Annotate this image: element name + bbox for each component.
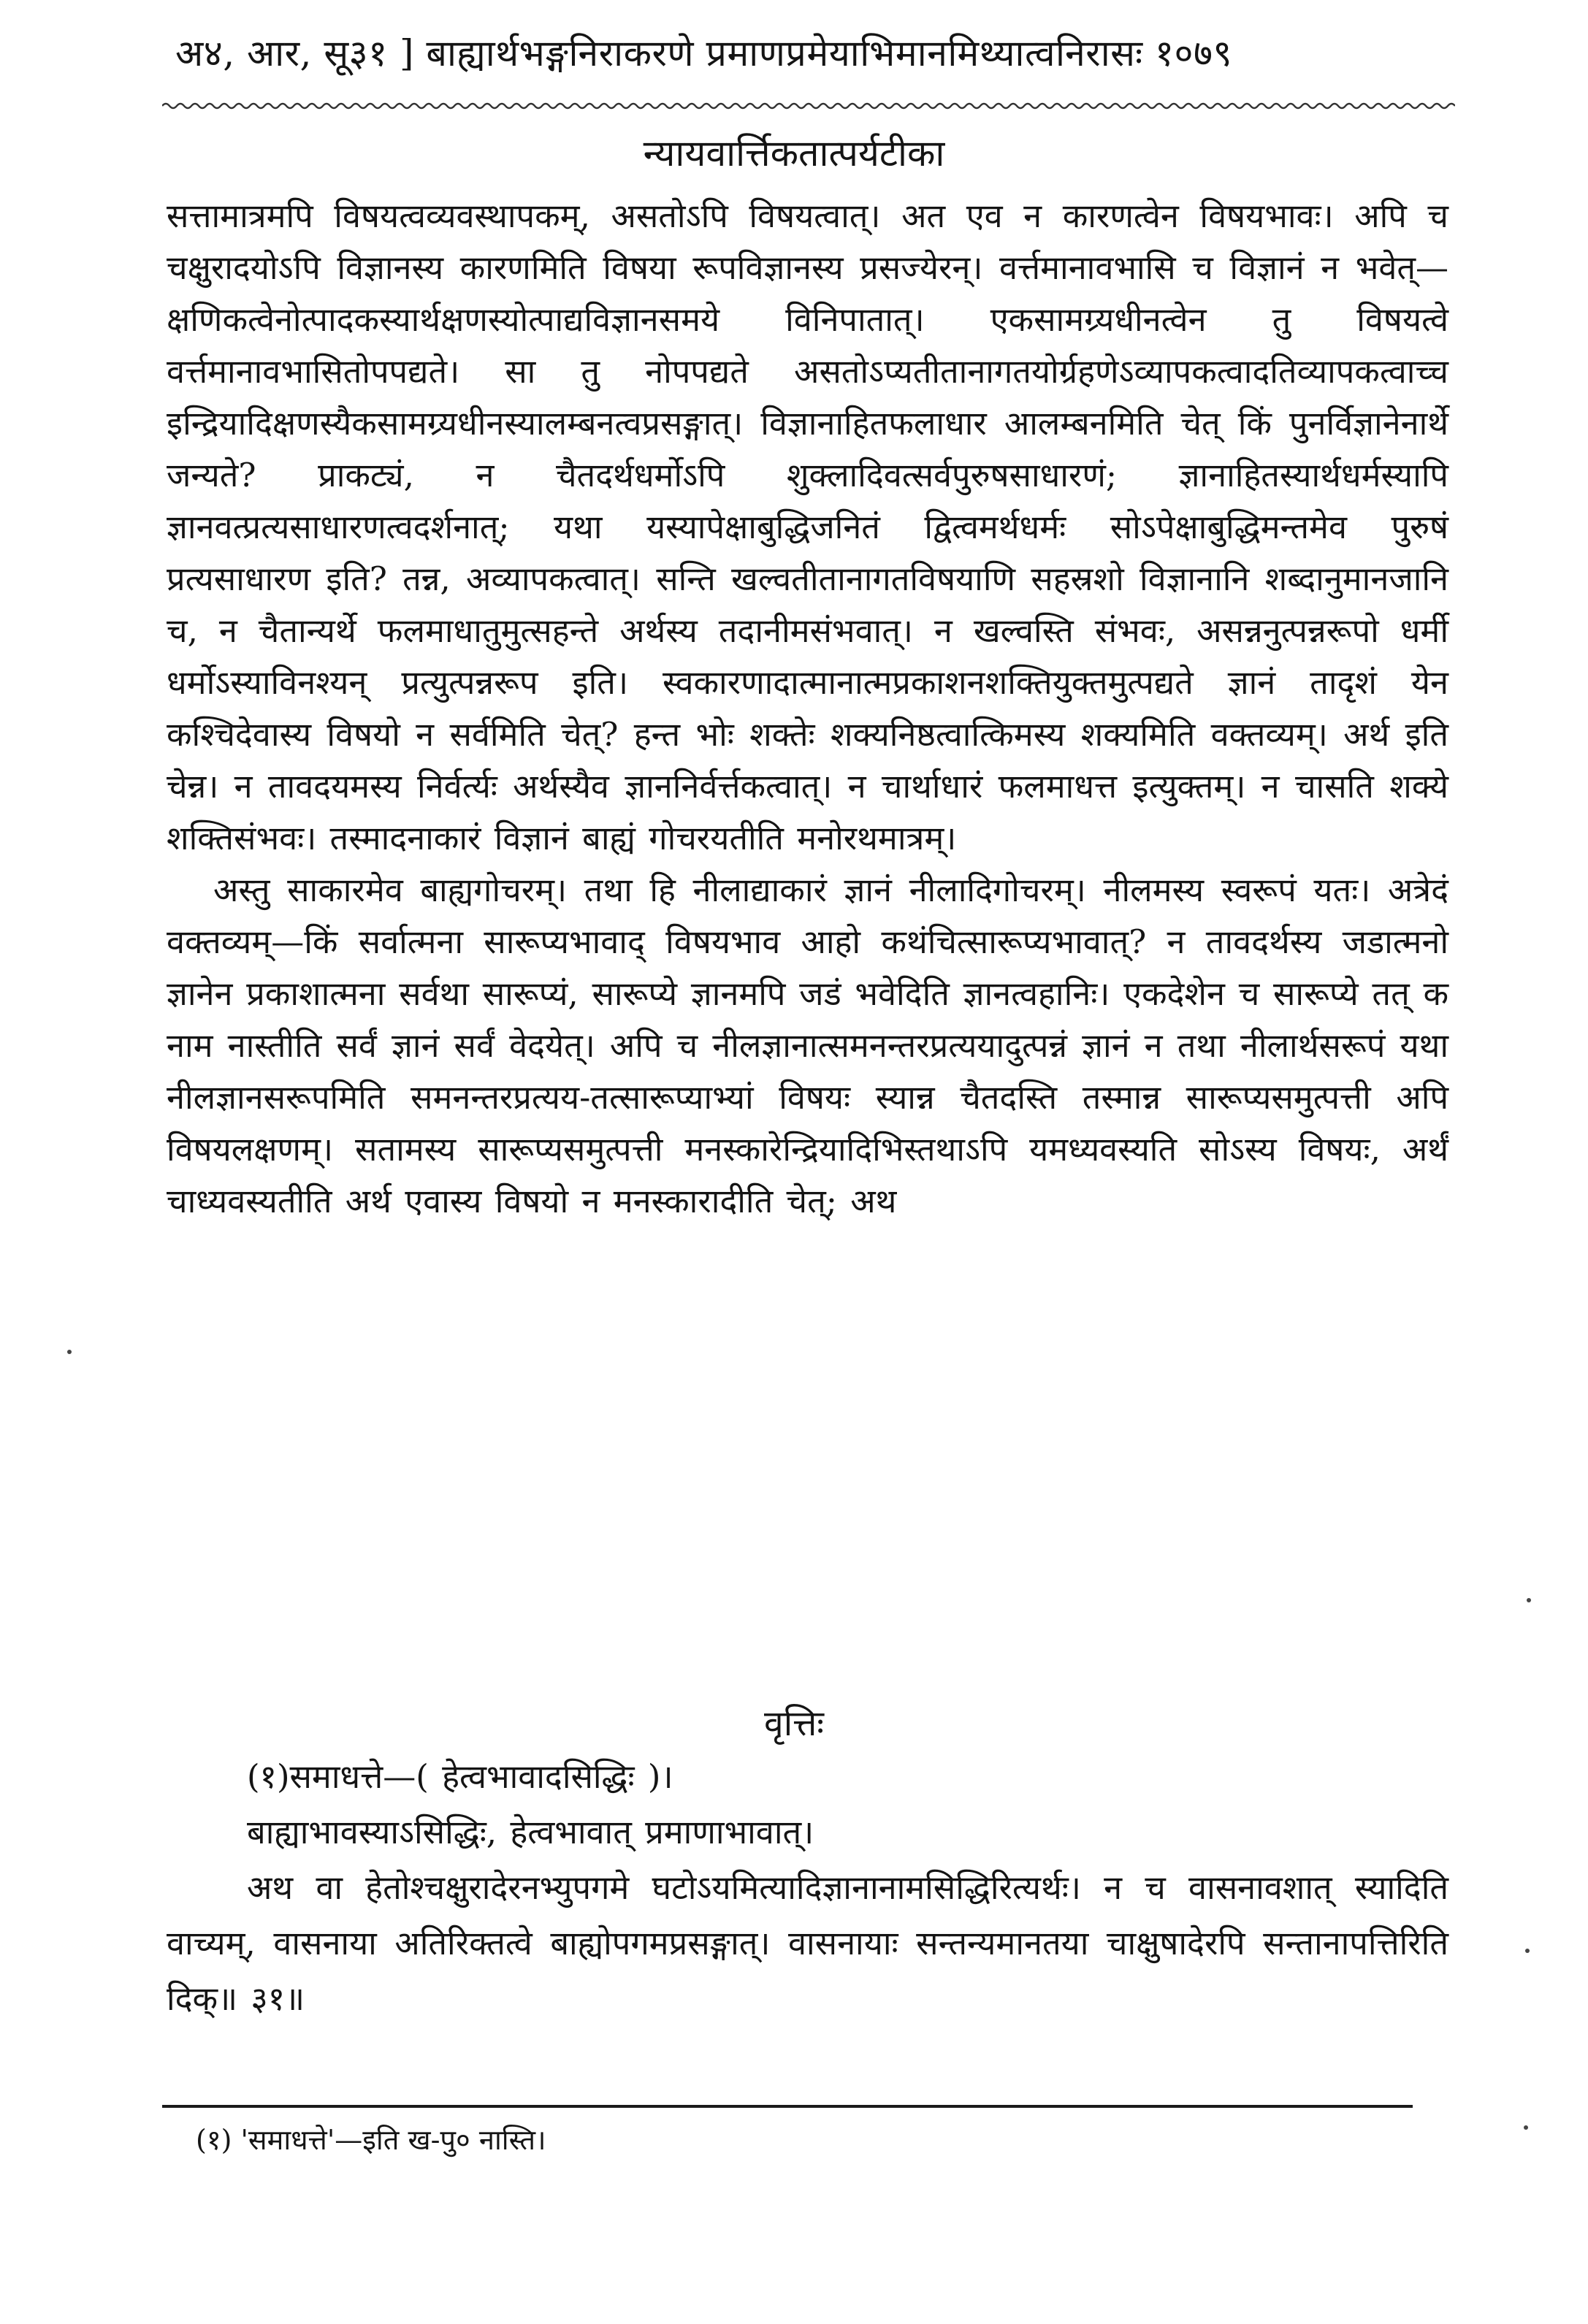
scan-speck <box>67 1350 72 1354</box>
section-title: न्यायवार्त्तिकतात्पर्यटीका <box>643 132 945 175</box>
wavy-rule-divider <box>162 99 1455 113</box>
footnote-rule <box>162 2105 1413 2108</box>
scan-speck <box>1525 1949 1530 1953</box>
commentary-body <box>167 190 1448 1227</box>
vritti-paragraph: बाह्याभावस्याऽसिद्धिः, हेत्वभावात् प्रमाणाभावात्। <box>247 1813 814 1851</box>
vritti-paragraph: अथ वा हेतोश्चक्षुरादेरनभ्युपगमे घटोऽयमित्यादिज्ञानानामसिद्धिरित्यर्थः। न च वासनावशात् स्यादिति वाच्यम्, वासनाया अतिरिक्तत्वे बाह्योपगमप्रसङ्गात्। वासनायाः सन्तन्यमानतया चाक्षुषादेरपि सन्तानापत्तिरिति दिक्॥ ३१॥ <box>167 1868 1448 2018</box>
footnote: (१) 'समाधत्ते'—इति ख-पु० नास्ति। <box>196 2124 546 2156</box>
vritti-body <box>167 1749 1448 2027</box>
commentary-paragraph: अस्तु साकारमेव बाह्यगोचरम्। तथा हि नीलाद्याकारं ज्ञानं नीलादिगोचरम्। नीलमस्य स्वरूपं यतः। अत्रेदं वक्तव्यम्—किं सर्वात्मना सारूप्यभावाद् विषयभाव आहो कथंचित्सारूप्यभावात्? न तावदर्थस्य जडात्मनो ज्ञानेन प्रकाशात्मना सर्वथा सारूप्यं, सारूप्ये ज्ञानमपि जडं भवेदिति ज्ञानत्वहानिः। एकदेशेन च सारूप्ये तत् क नाम नास्तीति सर्वं ज्ञानं सर्वं वेदयेत्। अपि च नीलज्ञानात्समनन्तरप्रत्ययादुत्पन्नं ज्ञानं न तथा नीलार्थसरूपं यथा नीलज्ञानसरूपमिति समनन्तरप्रत्यय-तत्सारूप्याभ्यां विषयः स्यान्न चैतदस्ति तस्मान्न सारूप्यसमुत्पत्ती अपि विषयलक्षणम्। सतामस्य सारूप्यसमुत्पत्ती मनस्कारेन्द्रियादिभिस्तथाऽपि यमध्यवस्यति सोऽस्य विषयः, अर्थं चाध्यवस्यतीति अर्थ एवास्य विषयो न मनस्कारादीति चेत्; अथ <box>167 871 1448 1220</box>
commentary-paragraph: सत्तामात्रमपि विषयत्वव्यवस्थापकम्, असतोऽपि विषयत्वात्। अत एव न कारणत्वेन विषयभावः। अपि च चक्षुरादयोऽपि विज्ञानस्य कारणमिति विषया रूपविज्ञानस्य प्रसज्येरन्। वर्त्तमानावभासि च विज्ञानं न भवेत्—क्षणिकत्वेनोत्पादकस्यार्थक्षणस्योत्पाद्यविज्ञानसमये विनिपातात्। एकसामग्र्यधीनत्वेन तु विषयत्वे वर्त्तमानावभासितोपपद्यते। सा तु नोपपद्यते असतोऽप्यतीतानागतयोर्ग्रहणेऽव्यापकत्वादतिव्यापकत्वाच्च इन्द्रियादिक्षणस्यैकसामग्र्यधीनस्यालम्बनत्वप्रसङ्गात्। विज्ञानाहितफलाधार आलम्बनमिति चेत् किं पुनर्विज्ञानेनार्थे जन्यते? प्राकट्यं, न चैतदर्थधर्मोऽपि शुक्लादिवत्सर्वपुरुषसाधारणं; ज्ञानाहितस्यार्थधर्मस्यापि ज्ञानवत्प्रत्यसाधारणत्वदर्शनात्; यथा यस्यापेक्षाबुद्धिजनितं द्वित्वमर्थधर्मः सोऽपेक्षाबुद्धिमन्तमेव पुरुषं प्रत्यसाधारण इति? तन्न, अव्यापकत्वात्। सन्ति खल्वतीतानागतविषयाणि सहस्रशो विज्ञानानि शब्दानुमानजानि च, न चैतान्यर्थे फलमाधातुमुत्सहन्ते अर्थस्य तदानीमसंभवात्। न खल्वस्ति संभवः, असन्ननुत्पन्नरूपो धर्मी धर्मोऽस्याविनश्यन् प्रत्युत्पन्नरूप इति। स्वकारणादात्मानात्मप्रकाशनशक्तियुक्तमुत्पद्यते ज्ञानं तादृशं येन कश्चिदेवास्य विषयो न सर्वमिति चेत्? हन्त भोः शक्तेः शक्यनिष्ठत्वात्किमस्य शक्यमिति वक्तव्यम्। अर्थ इति चेन्न। न तावदयमस्य निर्वर्त्यः अर्थस्यैव ज्ञाननिर्वर्त्तकत्वात्। न चार्थाधारं फलमाधत्त इत्युक्तम्। न चासति शक्ये शक्तिसंभवः। तस्मादनाकारं विज्ञानं बाह्यं गोचरयतीति मनोरथमात्रम्। <box>167 196 1448 857</box>
vritti-paragraph: (१)समाधत्ते—( हेत्वभावादसिद्धिः )। <box>247 1757 673 1796</box>
vritti-heading: वृत्तिः <box>764 1703 824 1744</box>
scan-speck <box>1524 2125 1528 2130</box>
scan-speck <box>1527 1598 1531 1602</box>
running-head: अ४, आर, सू३१ ] बाह्यार्थभङ्गनिराकरणे प्रमाणप्रमेयाभिमानमिथ्यात्वनिरासः १०७९ <box>175 32 1232 74</box>
